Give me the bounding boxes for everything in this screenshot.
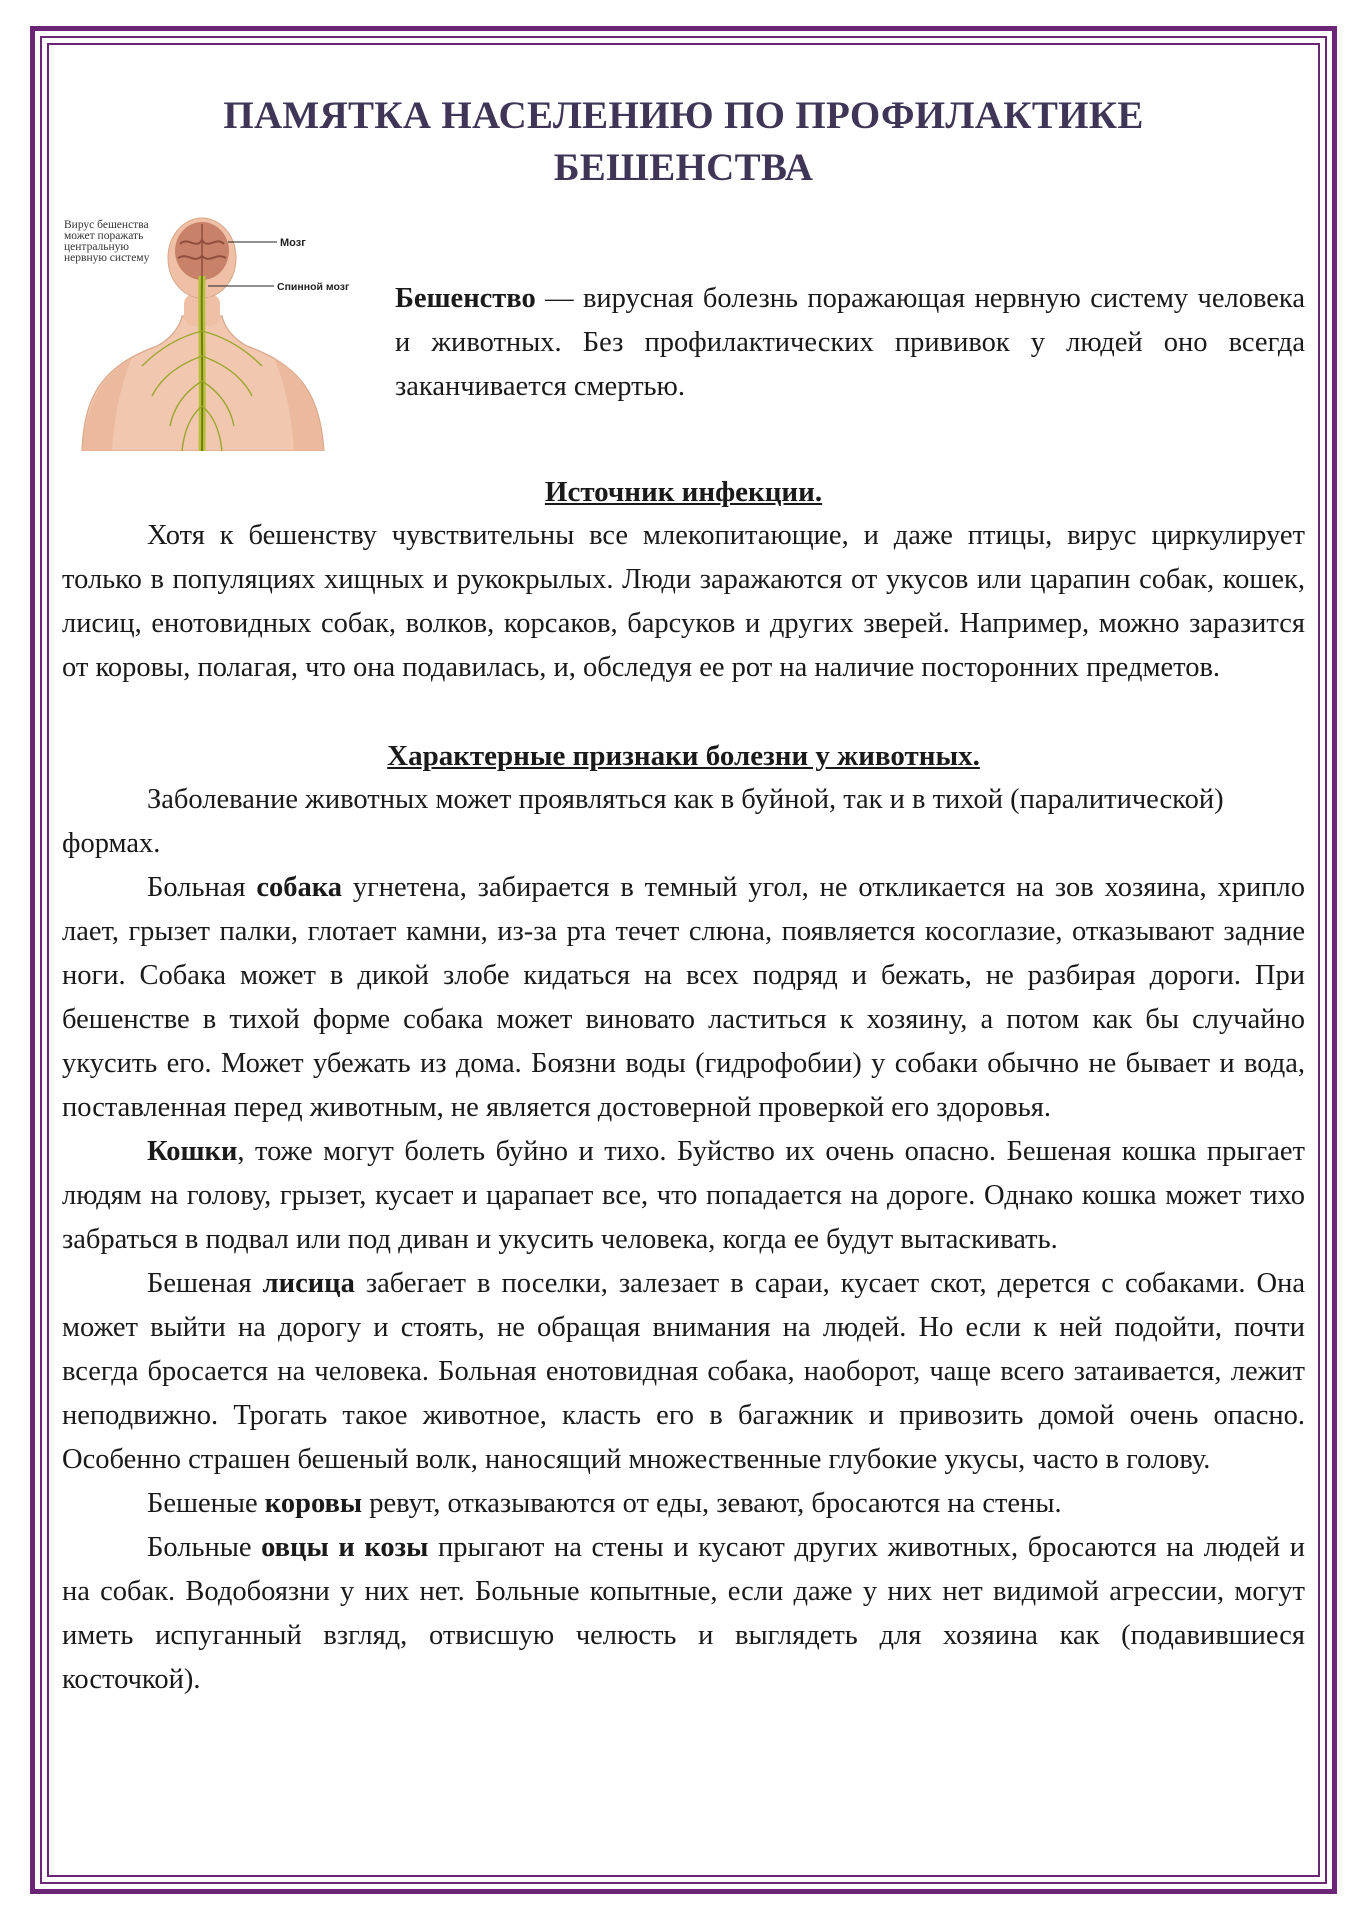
label-spinal-cord: Спинной мозг [277, 281, 350, 293]
text-segment: Бешеные [147, 1488, 265, 1519]
paragraph-fox [62, 1262, 1305, 1482]
paragraph-cats [62, 1130, 1305, 1262]
nervous-system-illustration [62, 206, 362, 451]
bold-term-cows: коровы [264, 1488, 363, 1519]
text-segment: прыгают на стены и кусают других животных, бросаются на людей и на собак. Водобоязни у них нет. Больные копытные, если даже у них нет видимой агрессии, могут иметь испуганный взгляд, отвисшую челюсть и выглядеть для хозяина как (подавившиеся косточкой). [62, 1532, 1306, 1695]
intro-block [62, 200, 1305, 470]
text-segment: угнетена, забирается в темный угол, не откликается на зов хозяина, хрипло лает, грызет палки, глотает камни, из-за рта течет слюна, появляется косоглазие, отказывают задние ноги. Собака может в дикой злобе кидаться на всех подряд и бежать, не разбирая дороги. При бешенстве в тихой форме собака может виновато ластиться к хозяину, а потом как бы случайно укусить его. Может убежать из дома. Боязни воды (гидрофобии) у собаки обычно не бывает и вода, поставленная перед животным, не является достоверной проверкой его здоровья. [62, 872, 1305, 1123]
figure-caption: Вирус бешенства может поражать центральную нервную систему [64, 219, 150, 264]
text-segment: Бешеная [147, 1268, 263, 1299]
label-brain: Мозг [280, 237, 306, 249]
text-segment: ревут, отказываются от еды, зевают, бросаются на стены. [362, 1488, 1062, 1519]
intro-term: Бешенство [395, 282, 536, 314]
paragraph-sheep-goats [62, 1526, 1305, 1702]
leaflet [62, 90, 1305, 1702]
paragraph-infection-source: Хотя к бешенству чувствительны все млекопитающие, и даже птицы, вирус циркулирует только в популяциях хищных и рукокрылых. Люди заражаются от укусов или царапин собак, кошек, лисиц, енотовидных собак, волков, корсаков, барсуков и других зверей. Например, можно заразится от коровы, полагая, что она подавилась, и, обследуя ее рот на наличие посторонних предметов. [62, 520, 1305, 683]
intro-text: — вирусная болезнь поражающая нервную систему человека и животных. Без профилактических прививок у людей оно всегда заканчивается смертью. [395, 282, 1305, 402]
paragraph-cows [62, 1482, 1305, 1526]
text-segment: Больные [147, 1532, 262, 1563]
paragraph-dog [62, 866, 1305, 1130]
bold-term-fox: лисица [262, 1268, 355, 1299]
bold-term-sheep-goats: овцы и козы [261, 1532, 429, 1563]
text-segment: , тоже могут болеть буйно и тихо. Буйство их очень опасно. Бешеная кошка прыгает людям на голову, грызет, кусает и царапает все, что попадается на дороге. Однако кошка может тихо забраться в подвал или под диван и укусить человека, когда ее будут вытаскивать. [62, 1136, 1305, 1255]
heading-animal-signs: Характерные признаки болезни у животных. [387, 740, 980, 772]
heading-infection-source: Источник инфекции. [544, 476, 823, 508]
page-title [62, 90, 1305, 194]
title-line-1: ПАМЯТКА НАСЕЛЕНИЮ ПО ПРОФИЛАКТИКЕ [223, 94, 1144, 137]
text-segment: забегает в поселки, залезает в сараи, кусает скот, дерется с собаками. Она может выйти на дорогу и стоять, не обращая внимания на людей. Но если к ней подойти, почти всегда бросается на человека. Больная енотовидная собака, наоборот, чаще всего затаивается, лежит неподвижно. Трогать такое животное, класть его в багажник и привозить домой очень опасно. Особенно страшен бешеный волк, наносящий множественные глубокие укусы, часто в голову. [62, 1268, 1306, 1475]
intro-paragraph [395, 277, 1305, 409]
text-segment: Больная [147, 872, 257, 903]
title-line-2: БЕШЕНСТВА [553, 146, 814, 189]
bold-term-dog: собака [256, 872, 342, 903]
paragraph-forms: Заболевание животных может проявляться как в буйной, так и в тихой (паралитической) формах. [62, 784, 1224, 859]
bold-term-cats: Кошки [147, 1136, 238, 1167]
